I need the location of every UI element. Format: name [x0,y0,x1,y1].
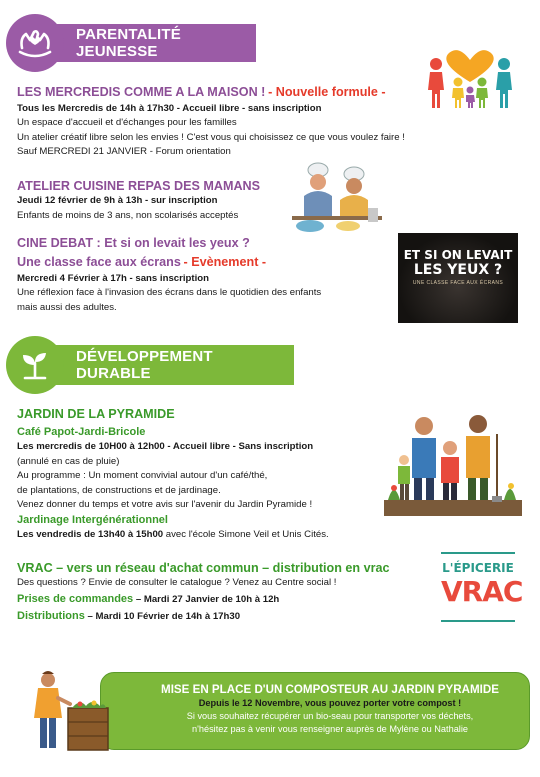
cine-tag: - Evènement - [183,255,267,269]
cine-line2: mais aussi des adultes. [17,301,117,313]
cafe-title: Café Papot-Jardi-Bricole [17,426,146,438]
poster-title-1: ET SI ON LEVAIT [403,248,513,262]
vrac-commandes [17,592,437,608]
epicerie-vrac-logo [441,552,523,622]
cafe-line2: Au programme : Un moment convivial autour d'un café/thé, [17,470,268,482]
composteur-line2: Si vous souhaitez récupérer un bio-seau pour transporter vos déchets, [186,711,474,721]
cine-subtitle-line [17,254,397,272]
vrac-block [17,560,437,625]
inter-schedule [17,528,387,543]
mercredis-line3: Sauf MERCREDI 21 JANVIER - Forum orientation [17,146,231,158]
family-illustration [418,38,522,114]
garden-illustration [384,404,522,516]
cafe-schedule: Les mercredis de 10H00 à 12h00 - Accueil libre - Sans inscription [17,441,314,452]
vrac-title: VRAC – vers un réseau d'achat commun – distribution en vrac [17,561,390,575]
jardin-block [17,406,387,543]
cooking-illustration [288,156,386,236]
composter-illustration [28,668,118,758]
composteur-title: MISE EN PLACE D'UN COMPOSTEUR AU JARDIN PYRAMIDE [161,683,499,696]
logo-top-text: L'ÉPICERIE [442,561,514,575]
cuisine-title: ATELIER CUISINE REPAS DES MAMANS [17,179,261,193]
cafe-line4: Venez donner du temps et votre avis sur l'avenir du Jardin Pyramide ! [17,499,313,511]
cafe-line1: (annulé en cas de pluie) [17,455,120,467]
vrac-line1: Des questions ? Envie de consulter le catalogue ? Venez au Centre social ! [17,577,337,588]
cine-subtitle: Une classe face aux écrans [17,255,181,269]
inter-title: Jardinage Intergénérationnel [17,513,168,526]
cuisine-block [17,178,287,223]
mercredis-title: LES MERCREDIS COMME A LA MAISON ! [17,85,266,99]
composteur-line1: Depuis le 12 Novembre, vous pouvez porter votre compost ! [198,698,462,708]
mercredis-line1: Un espace d'accueil et d'échanges pour les familles [17,117,237,129]
cuisine-schedule: Jeudi 12 février de 9h à 13h - sur inscription [17,195,218,206]
commandes-label: Prises de commandes [17,592,134,605]
mercredis-tag: - Nouvelle formule - [268,85,386,99]
section-header-parentalite [6,14,256,72]
section-title: PARENTALITÉ JEUNESSE [50,24,256,62]
jardin-title: JARDIN DE LA PYRAMIDE [17,407,175,421]
cine-title: CINE DEBAT : Et si on levait les yeux ? [17,236,250,250]
mercredis-line2: Un atelier créatif libre selon les envies ! C'est vous qui choisissez ce que vous voulez faire ! [17,131,405,143]
cine-poster [398,233,518,323]
cine-line1: Une réflexion face à l'invasion des écrans dans le quotidien des enfants [17,287,322,299]
mercredis-block [17,84,417,160]
inter-schedule-rest: avec l'école Simone Veil et Unis Cités. [163,528,329,540]
section-title: DÉVELOPPEMENT DURABLE [50,345,294,385]
section-header-developpement [6,336,294,394]
poster-subtitle: UNE CLASSE FACE AUX ÉCRANS [412,280,504,286]
composteur-banner [100,672,530,750]
cine-block [17,235,397,315]
cuisine-line1: Enfants de moins de 3 ans, non scolarisés acceptés [17,209,239,221]
distrib-date: – Mardi 10 Février de 14h à 17h30 [84,611,241,623]
distrib-label: Distributions [17,610,85,623]
composteur-line3: n'hésitez pas à venir vous renseigner auprès de Mylène ou Nathalie [191,724,468,734]
mercredis-schedule: Tous les Mercredis de 14h à 17h30 - Accueil libre - sans inscription [17,102,322,114]
cafe-line3: de plantations, de constructions et de jardinage. [17,484,221,496]
vrac-distrib [17,609,437,625]
sprout-icon [6,336,64,394]
cine-schedule: Mercredi 4 Février à 17h - sans inscription [17,272,209,284]
inter-schedule-time: Les vendredis de 13h40 à 15h00 [17,528,164,540]
logo-main-text: VRAC [441,575,523,608]
hands-heart-icon [6,14,64,72]
commandes-date: – Mardi 27 Janvier de 10h à 12h [133,593,280,605]
mercredis-title-line [17,84,417,102]
poster-title-2: LES YEUX ? [413,262,503,278]
